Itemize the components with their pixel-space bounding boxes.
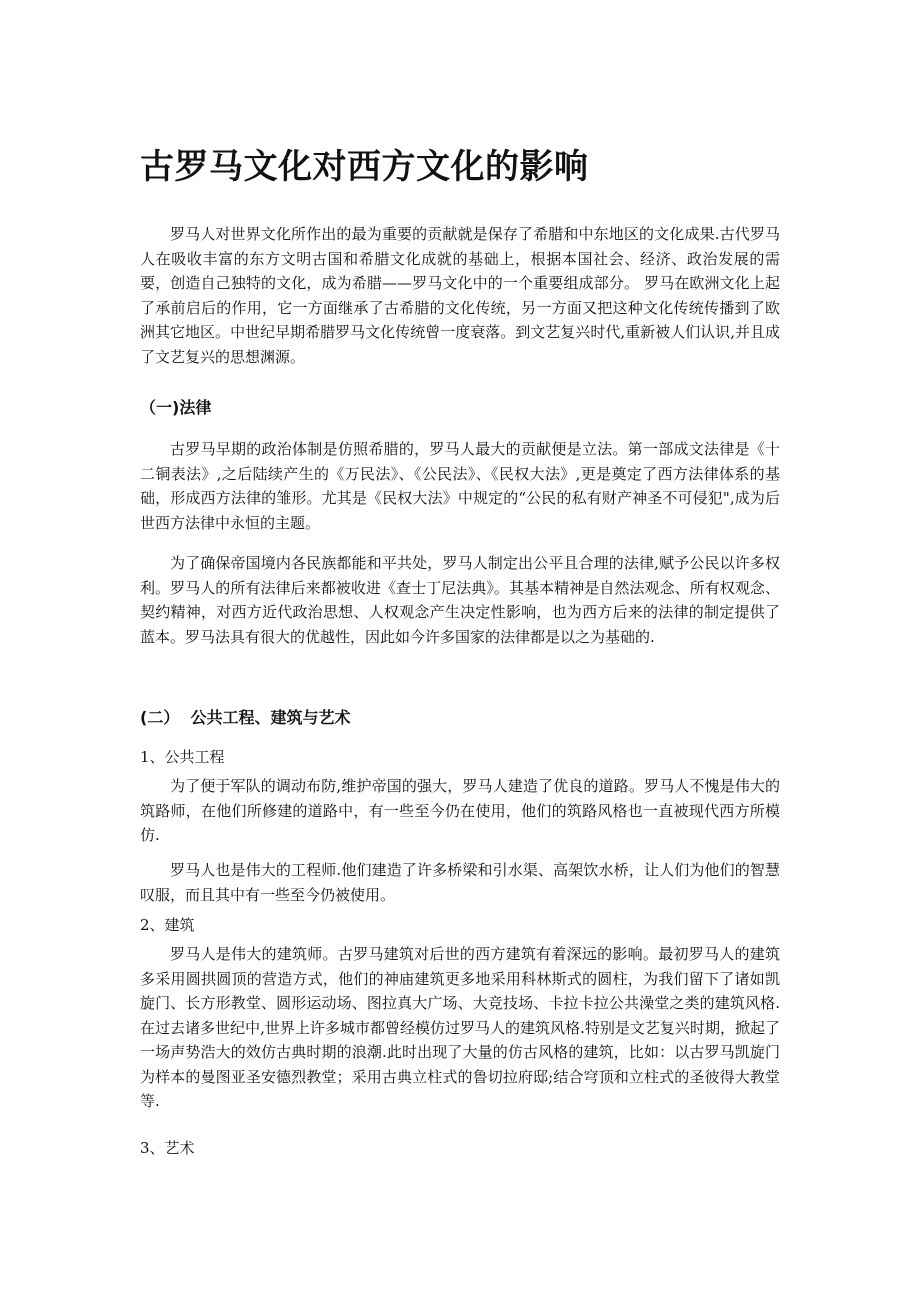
architecture-paragraph: 罗马人是伟大的建筑师。古罗马建筑对后世的西方建筑有着深远的影响。最初罗马人的建筑多采用圆拱圆顶的营造方式，他们的神庙建筑更多地采用科林斯式的圆柱，为我们留下了诸如凯旋门、长方形教堂、圆形运动场、图拉真大广场、大竞技场、卡拉卡拉公共澡堂之类的建筑风格.在过去诸多世纪中,世界上许多城市都曾经模仿过罗马人的建筑风格.特别是文艺复兴时期，掀起了一场声势浩大的效仿古典时期的浪潮.此时出现了大量的仿古风格的建筑，比如：以古罗马凯旋门为样本的曼图亚圣安德烈教堂；采用古典立柱式的鲁切拉府邸;结合穹顶和立柱式的圣彼得大教堂等. <box>140 945 780 1110</box>
subheading-art: 3、艺术 <box>140 1139 195 1157</box>
intro-paragraph: 罗马人对世界文化所作出的最为重要的贡献就是保存了希腊和中东地区的文化成果.古代罗马人在吸收丰富的东方文明古国和希腊文化成就的基础上，根据本国社会、经济、政治发展的需要，创造自己独特的文化，成为希腊——罗马文化中的一个重要组成部分。 罗马在欧洲文化上起了承前启后的作用，它一方面继承了古希腊的文化传统，另一方面又把这种文化传统传播到了欧洲其它地区。中世纪早期希腊罗马文化传统曾一度衰落。到文艺复兴时代,重新被人们认识,并且成了文艺复兴的思想渊源。 <box>140 225 780 366</box>
document-title: 古罗马文化对西方文化的影响 <box>140 147 589 187</box>
public-engineering-paragraph-1: 为了便于军队的调动布防,维护帝国的强大，罗马人建造了优良的道路。罗马人不愧是伟大的筑路师，在他们所修建的道路中，有一些至今仍在使用，他们的筑路风格也一直被现代西方所模仿. <box>140 777 780 844</box>
subheading-public-engineering: 1、公共工程 <box>140 748 225 766</box>
section-heading-law: （一)法律 <box>140 398 212 417</box>
public-engineering-paragraph-2: 罗马人也是伟大的工程师.他们建造了许多桥梁和引水渠、高架饮水桥，让人们为他们的智慧叹服，而且其中有一些至今仍被使用。 <box>140 861 780 904</box>
subheading-architecture: 2、建筑 <box>140 916 195 934</box>
law-paragraph-2: 为了确保帝国境内各民族都能和平共处，罗马人制定出公平且合理的法律,赋予公民以许多权利。罗马人的所有法律后来都被收进《查士丁尼法典》。其基本精神是自然法观念、所有权观念、契约精神，对西方近代政治思想、人权观念产生决定性影响，也为西方后来的法律的制定提供了蓝本。罗马法具有很大的优越性，因此如今许多国家的法律都是以之为基础的. <box>140 554 780 646</box>
law-paragraph-1: 古罗马早期的政治体制是仿照希腊的，罗马人最大的贡献便是立法。第一部成文法律是《十二铜表法》,之后陆续产生的《万民法》、《公民法》、《民权大法》,更是奠定了西方法律体系的基础，形成西方法律的雏形。尤其是《民权大法》中规定的“公民的私有财产神圣不可侵犯",成为后世西方法律中永恒的主题。 <box>140 440 780 532</box>
section-heading-public-works: (二） 公共工程、建筑与艺术 <box>140 708 351 727</box>
